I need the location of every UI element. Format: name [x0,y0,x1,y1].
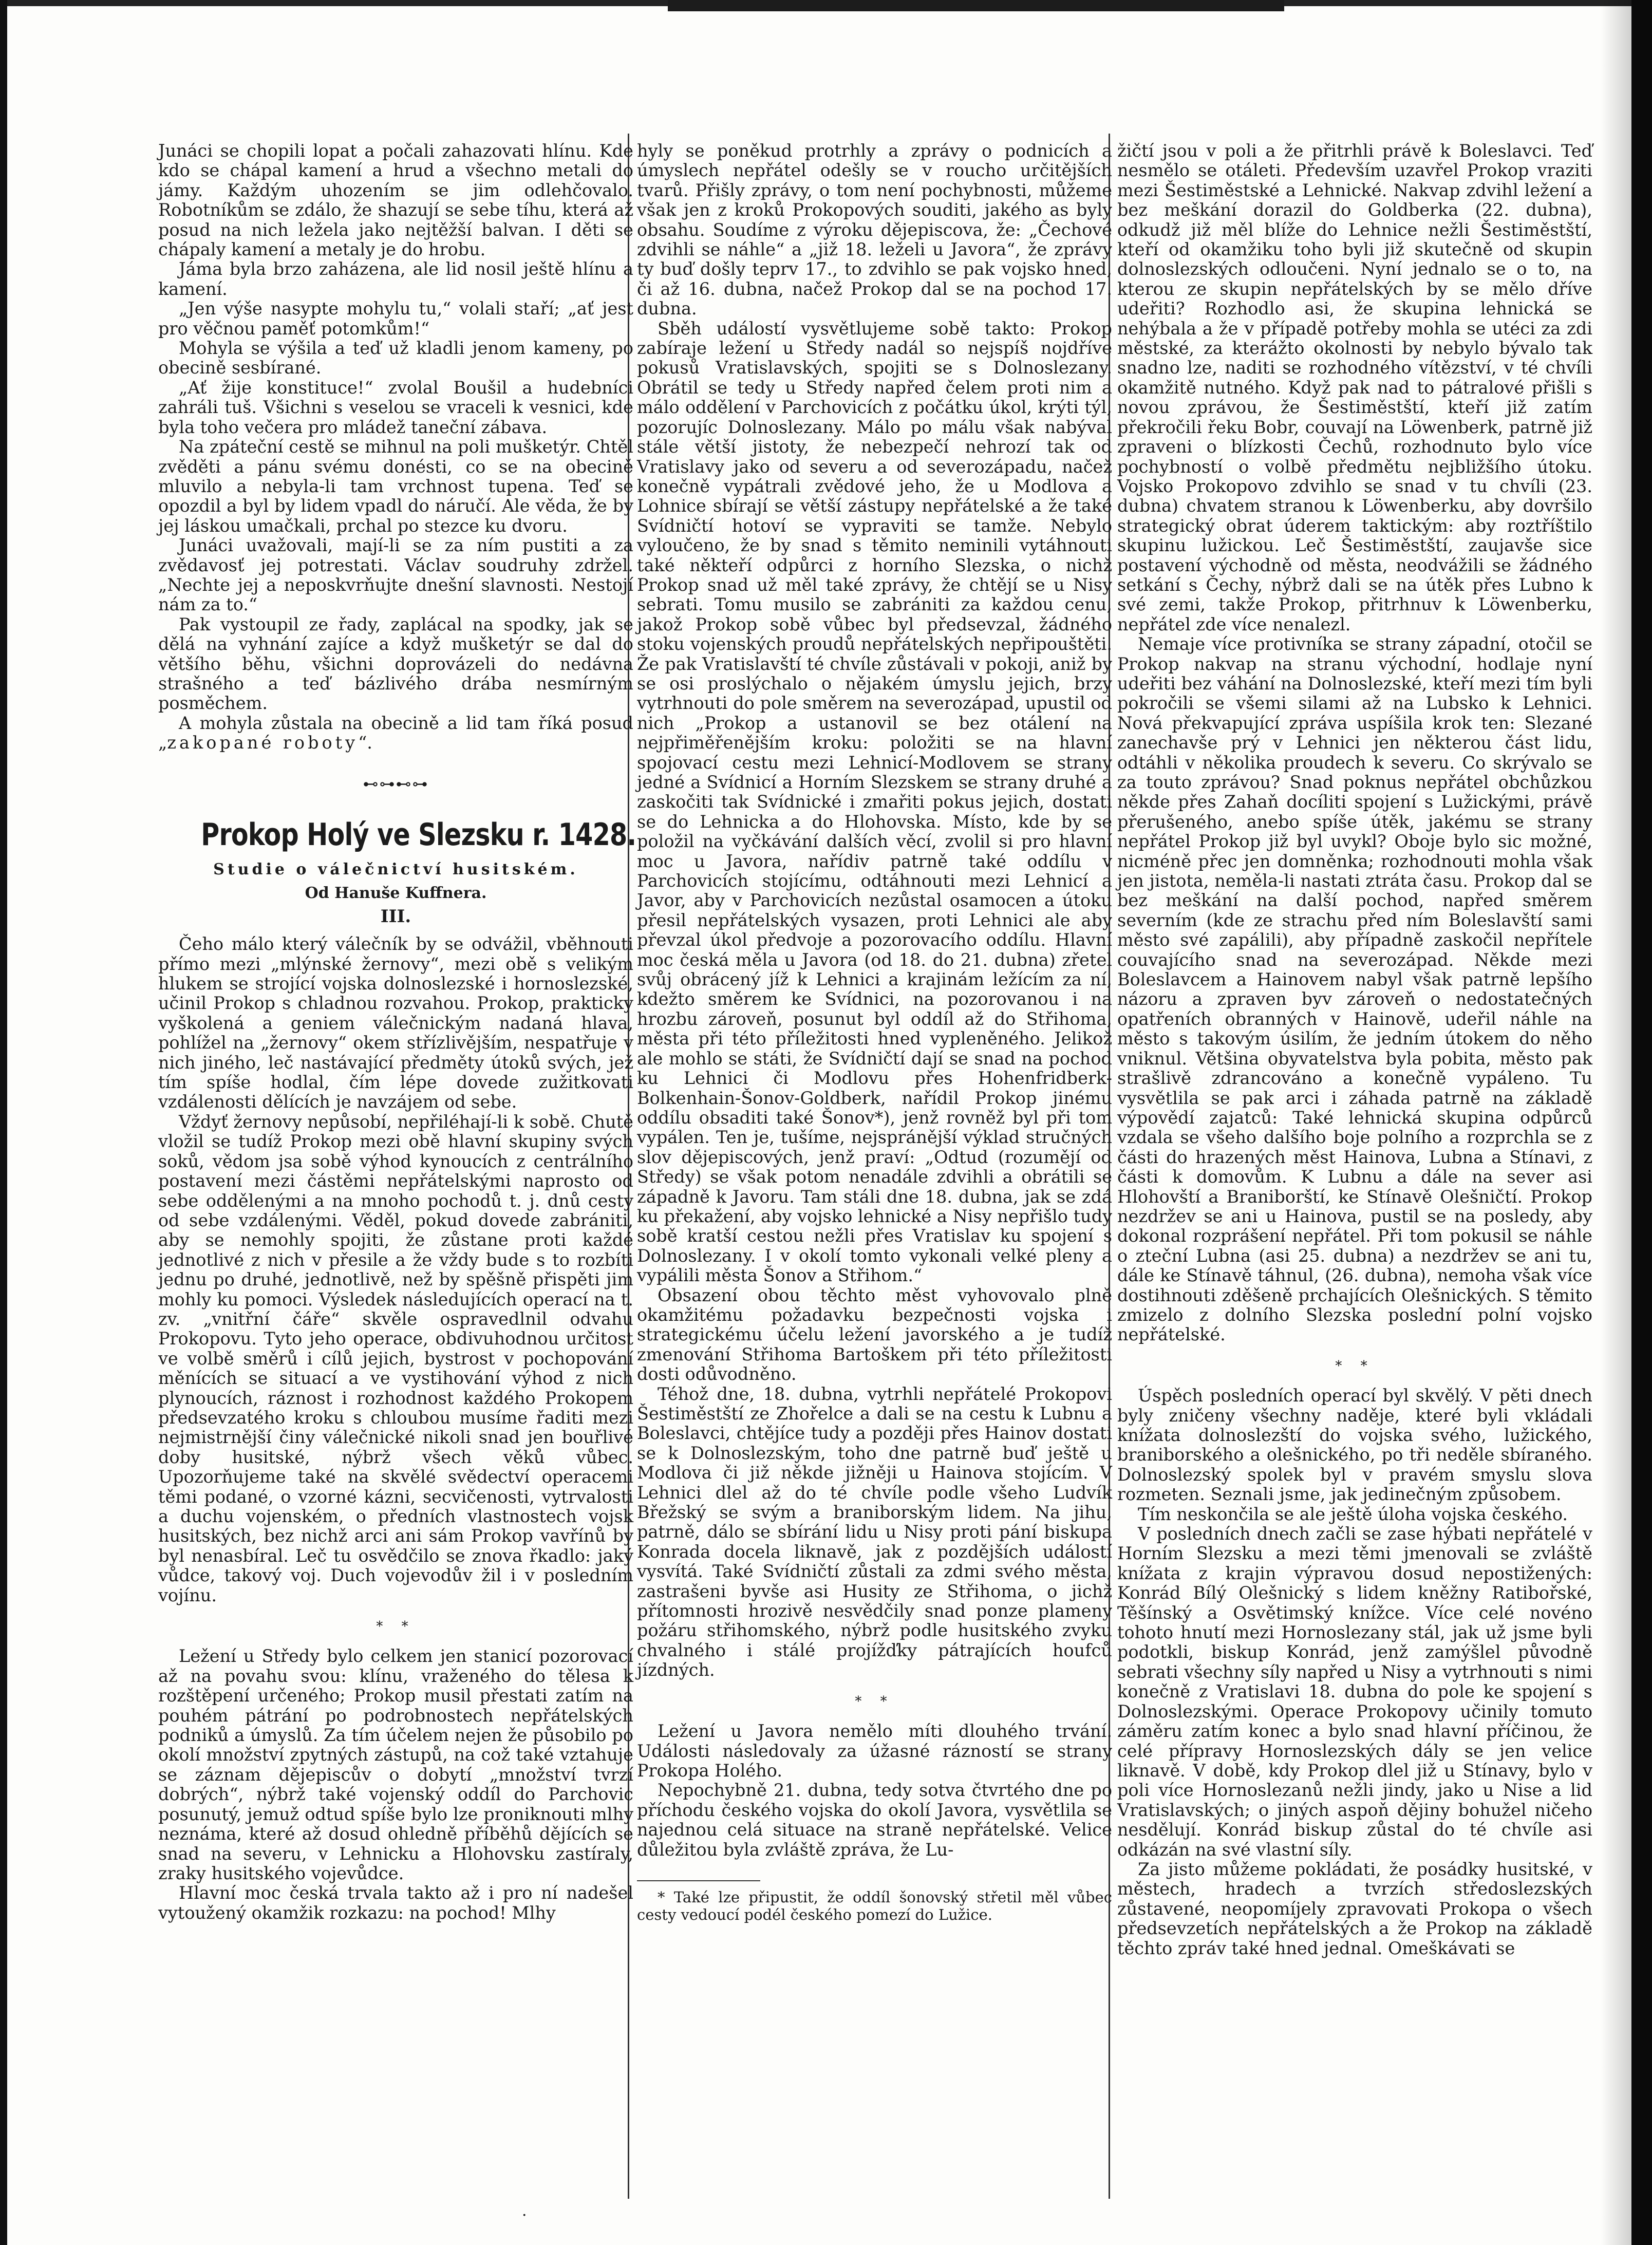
scan-top-bar [668,0,1284,11]
paragraph: Nepochybně 21. dubna, tedy sotva čtvrtého dne po příchodu českého vojska do okolí Javora, vysvětlila se najednou celá situace na straně nepřátelské. Velice důležitou byla zvláště zpráva, že Lu- [637,1780,1112,1860]
paragraph: hyly se poněkud protrhly a zprávy o podnicích a úmyslech nepřátel odešly se v roucho určitějších tvarů. Přišly zprávy, o tom není pochybnosti, můžeme však jen z kroků Prokopových souditi, jakého as byly obsahu. Soudíme z výroku dějepiscova, že: „Čechové zdvihli se náhle“ a „již 18. leželi u Javora“, že zprávy ty buď došly teprv 17., to zdvihlo se pak vojsko hned, či až 16. dubna, načež Prokop dal se na pochod 17. dubna. [637,141,1112,319]
paragraph: Téhož dne, 18. dubna, vytrhli nepřátelé Prokopovi Šestiměstští ze Zhořelce a dali se na cestu k Lubnu a Boleslavci, chtějíce tudy a později přes Hainov dostati se k Dolnoslezským, toho dne patrně buď ještě u Modlova či již někde jižněji u Hainova stojícím. V Lehnici dlel až do té chvíle podle všeho Ludvík Břežský se svým a braniborským lidem. Na jihu, patrně, dálo se sbírání lidu u Nisy proti pání biskupa Konrada docela liknavě, jak z pozdějších událostí vysvítá. Také Svídničtí zůstali za zdmi svého města, zastrašeni byvše asi Husity ze Střihoma, o jichž přítomnosti hrozivě nesvědčily snad ponze plameny požáru střihomského, nýbrž podle husitského zvyku chvalného i stálé projížďky pátrajících houfců jízdných. [637,1383,1112,1680]
paragraph: „Ať žije konstituce!“ zvolal Boušil a hudebníci zahráli tuš. Všichni s veselou se vraceli k vesnici, kde byla toho večera pro mládež taneční zábava. [158,377,633,437]
paragraph: Vždyť žernovy nepůsobí, nepřiléhají-li k sobě. Chutě vložil se tudíž Prokop mezi obě hlavní skupiny svých soků, vědom jsa sobě výhod kynoucích z centrálního postavení mezi částěmi nepřátelskými naprosto od sebe oddělenými a na mnoho pochodů t. j. dnů cesty od sebe vzdálenými. Věděl, pokud dovede zabrániti, aby se nemohly spojiti, že zůstane proti každé jednotlivé z nich v přesile a že vždy bude s to rozbíti jednu po druhé, jednotlivě, než by spěšně přispěti jim mohly ku pomoci. Výsledek následujících operací na t. zv. „vnitřní čáře“ skvěle ospravedlnil odvahu Prokopovu. Tyto jeho operace, obdivuhodnou určitost ve volbě směrů i cílů jejich, bystrost v pochopování měnících se situací a ve vystihování výhod z nich plynoucích, ráznost i rozhodnost každého Prokopem předsevzatého kroku s chloubou musíme řaditi mezi nejmistrnější činy válečnické nikoli snad jen bouřlivé doby husitské, nýbrž všech věků vůbec. Upozorňujeme také na skvělé svědectví operacemi těmi podané, o vzorné kázni, secvičenosti, vytrvalosti a duchu vojenském, o předních vlastnostech vojsk husitských, bez nichž arci ani sám Prokop vavřínů by byl nenasbíral. Leč tu osvědčilo se znova řkadlo: jaký vůdce, takový voj. Duch vojevodův žil i v posledním vojínu. [158,1111,633,1605]
paragraph [158,714,633,753]
article-part-number: III. [380,906,411,927]
scan-right-edge [1631,0,1652,2245]
paragraph: Sběh událostí vysvětlujeme sobě takto: Prokop zabíraje ležení u Středy nadál so nejspíš nojdříve pokusů Vratislavských, spojiti se s Dolnoslezany. Obrátil se tedy u Středy napřed čelem proti nim a málo oddělení v Parchovicích z počátku úkol, krýti týl, pozorujíc Dolnoslezany. Málo po málu však nabýval stále větší jistoty, že nebezpečí nehrozí tak od Vratislavy jako od severu a od severozápadu, načež konečně vypátrali zvědové jeho, že u Modlova a Lohnice sbírají se větší zástupy nepřátelské a že také Svídničtí hotoví se vypraviti se tamže. Nebylo vyloučeno, že by snad s těmito neminili vytáhnouti také někteří odpůrci z horního Slezska, o nichž Prokop snad už měl také zprávy, že chtějí se u Nisy sebrati. Tomu musilo se zabrániti za každou cenu, jakož Prokop sobě vůbec byl předsevzal, žádného stoku vojenských proudů nepřátelských nepřipouštěti. Že pak Vratislavští té chvíle zůstávali v pokoji, aniž by se osi proslýchalo o nějakém úmyslu jejich, brzy vytrhnouti do pole směrem na severozápad, upustil od nich „Prokop a ustanovil se bez otálení na nejpřiměřenějším kroku: položiti se na hlavní spojovací cestu mezi Lehnicí-Modlovem se strany jedné a Svídnicí a Horním Slezskem se strany druhé a zaskočiti tak Svídnické i zmařiti pokus jejich, dostati se do Lehnicka a do Hlohovska. Místo, kde by se položil na vyčkávání dalších věcí, zvolil si pro hlavní moc u Javora, nařídiv patrně také oddílu v Parchovicích stojícímu, odtáhnouti mezi Lehnicí a Javor, aby v Parchovicích nezůstal osamocen a útoku přesil nepřátelských vysazen, proti Lehnici ale aby převzal úkol předvoje a pozorovacího oddílu. Hlavní moc česká měla u Javora (od 18. do 21. dubna) zřetel svůj obrácený jíž k Lehnici a krajinám ležícím za ní, kdežto směrem ke Svídnici, na pozorovanou i na hrozbu zároveň, posunut byl oddíl až do Střihoma, města při této příležitosti hned vypleněného. Jelikož ale mohlo se státi, že Svídničtí dají se snad na pochod ku Lehnici či Modlovu přes Hohenfridberk-Bolkenhain-Šonov-Goldberk, nařídil Prokop jinému oddílu obsaditi také Šonov*), jenž rovněž byl při tom vypálen. Ten je, tušíme, nejspránější výklad stručných slov dějepiscových, jenž praví: „Odtud (rozumějí od Středy) se však potom nenadále zdvihli a obrátili se západně k Javoru. Tam stáli dne 18. dubna, jak se zdá ku překažení, aby vojsko lehnické a Nisy nepřišlo tudy sobě kratší cestou nežli přes Vratislav ku spojení s Dolnoslezany. I v okolí tomto vykonali velké pleny a vypálili města Šonov a Střihom.“ [637,318,1112,1286]
scan-right-shadow [1601,0,1631,2245]
stray-mark: · [522,2206,527,2224]
article-subtitle: Studie o válečnictví husitském. [213,860,578,878]
paragraph: Na zpáteční cestě se mihnul na poli mušketýr. Chtěl zvěděti a pánu svému donésti, co se na obecině mluvilo a nebyla-li tam vrchnost tupena. Teď se opozdil a byl by lidem vpadl do náručí. Ale věda, že by jej láskou umačkali, prchal po stezce ku dvoru. [158,437,633,536]
paragraph: Ležení u Středy bylo celkem jen stanicí pozorovací až na povahu svou: klínu, vraženého do tělesa k rozštěpení určeného; Prokop musil přestati zatím na pouhém pátrání po podrobnostech nepřátelských podniků a úmyslů. Za tím účelem nejen že působilo po okolí množství zpytných zástupů, na což také vztahuje se záznam dějepiscův o dobytí „množství tvrzí dobrých“, nýbrž také vojenský oddíl do Parchovic posunutý, jemuž odtud spíše bylo lze proniknouti mlhy neznáma, které až dosud ohledně příběhů dějících se snad na severu, v Lehnicku a Hlohovsku zastíraly, zraky husitského vojevůdce. [158,1646,633,1883]
footnote: * Také lze připustit, že oddíl šonovský střetil měl vůbec cesty vedoucí podél českého pomezí do Lužice. [637,1888,1112,1923]
section-stars: * * [855,1693,894,1709]
paragraph: V posledních dnech začli se zase hýbati nepřátelé v Horním Slezsku a mezi těmi jmenovali se zvláště knížata z krajin výpravou dosud nepostižených: Konrád Bílý Olešnický s lidem kněžny Ratibořské, Těšínský a Osvětimský knížce. Více celé novéno tohoto hnutí mezi Hornoslezany stál, jak už jsme byli podotkli, biskup Konrád, jenž zamýšlel původně sebrati všechny síly napřed u Nisy a vytrhnouti s nimi konečně z Vratislavi 18. dubna do pole ke spojení s Dolnoslezskými. Operace Prokopovy učinily tomuto záměru zatím konec a bylo snad hlavní příčinou, že celé přípravy Hornoslezských dály se jen velice liknavě. V době, kdy Prokop dlel již u Stínavy, bylo v poli více Hornoslezanů nežli jindy, jako u Nise a lid Vratislavských; o jiných aspoň dějiny bohužel ničeho nesdělují. Konrád biskup zůstal do té chvíle asi odkázán na své vlastní síly. [1117,1524,1592,1860]
column-1 [158,141,636,1923]
article-author: Od Hanuše Kuffnera. [305,884,487,903]
paragraph: Junáci uvažovali, mají-li se za ním pustiti a za zvědavosť jej potrestati. Václav soudruhy zdržel. „Nechte jej a neposkvrňujte dnešní slavnosti. Nestojí nám za to.“ [158,535,633,615]
footnote-rule [637,1880,760,1881]
section-stars: * * [376,1619,416,1635]
paragraph: Tím neskončila se ale ještě úloha vojska českého. [1138,1504,1568,1524]
ornament-divider: ⊷⊶⊷⊶ [363,775,429,793]
article-headline: Prokop Holý ve Slezsku r. 1428. [201,817,636,853]
column-3 [1117,141,1592,1958]
scan-left-edge [0,0,7,2245]
paragraph: Úspěch posledních operací byl skvělý. V pěti dnech byly zničeny všechny naděje, které byli vkládali knížata dolnoslezští do vojska svého, lužického, braniborského a olešnického, po tři neděle sbíraného. Dolnoslezský spolek byl v pravém smyslu slova rozmeten. Seznali jsme, jak jedinečným způsobem. [1117,1386,1592,1505]
paragraph: Za jisto můžeme pokládati, že posádky husitské, v městech, hradech a tvrzích středoslezských zůstavené, neopomíjely zpravovati Prokopa o všech předsevzetích nepřátelských a že Prokop na základě těchto zpráv také hned jednal. Omeškávati se [1117,1859,1592,1958]
paragraph: Jáma byla brzo zaházena, ale lid nosil ještě hlínu a kamení. [158,259,633,299]
paragraph: Mohyla se výšila a teď už kladli jenom kameny, po obecině sesbírané. [158,338,633,378]
column-2 [637,141,1112,1923]
text-run: “. [358,733,372,753]
paragraph: Nemaje více protivníka se strany západní, otočil se Prokop nakvap na stranu východní, hodlaje nyní udeřiti bez váhání na Dolnoslezské, kteří mezi tím byli pokročili se všemi silami až na Lubsko k Lehnici. Nová překvapující zpráva uspíšila krok ten: Slezané zanechavše prý v Lehnici jen některou část lidu, odtáhli v několika proudech k severu. Co skrývalo se za touto zprávou? Snad poknus nepřátel obchůzkou někde přes Zahaň docíliti spojení s Lužickými, právě přerušeného, anebo spíše útěk, jakému se strany nepřátel Prokop již byl uvykl? Oboje bylo sic možné, nicméně přec jen domněnka; rozhodnouti mohla však jen jistota, neměla-li nastati ztráta času. Prokop dal se bez meškání na další pochod, napřed směrem severním (kde ze strachu před ním Boleslavští sami město své zapálili), aby případně zaskočil nepřítele couvajícího snad na severozápad. Někde mezi Boleslavcem a Hainovem nabyl však patrně lepšího názoru a zpraven byv zároveň o nedostatečných opatřeních obranných v Hainově, udeřil náhle na město s takovým úsilím, že jedním útokem do něho vniknul. Většina obyvatelstva byla pobita, město pak strašlivě zdrancováno a konečně vypáleno. Tu vysvětlila se pak arci i záhada patrně na základě výpovědí zajatců: Také lehnická skupina odpůrců vzdala se všeho dalšího boje polního a rozprchla se z části do hrazených měst Hainova, Lubna a Stínavi, z části k domovům. K Lubnu a dále na sever asi Hlohovští a Braniborští, ke Stínavě Olešničtí. Prokop nezdržev se ani u Hainova, pustil se na posledy, aby dokonal rozprášení nepřátel. Při tom pokusil se náhle o zteční Lubna (asi 25. dubna) a nezdržev se ani tu, dále ke Stínavě táhnul, (26. dubna), nemoha však více dostihnouti zděšeně prchajících Olešnických. S těmito zmizelo z dolního Slezska poslední polní vojsko nepřátelské. [1117,634,1592,1345]
paragraph: Ležení u Javora nemělo míti dlouhého trvání. Události následovaly za úžasné rázností se strany Prokopa Holého. [637,1721,1112,1781]
paragraph: Čeho málo který válečník by se odvážil, vběhnouti přímo mezi „mlýnské žernovy“, mezi obě s velikým hlukem se strojící vojska dolnoslezské i hornoslezské, učinil Prokop s chladnou rozvahou. Prokop, prakticky vyškolená a geniem válečnickým nadaná hlava, pohlížel na „žernovy“ okem střízlivějším, nespatřuje v nich jiného, leč nastávající předměty útoků svých, jež tím spíše hodlal, čím lépe dovede zužitkovati vzdálenosti dělících je navzájem od sebe. [158,934,633,1112]
paragraph: „Jen výše nasypte mohylu tu,“ volali staří; „ať jest pro věčnou paměť potomkům!“ [158,298,633,339]
paragraph: žičtí jsou v poli a že přitrhli právě k Boleslavci. Teď nesmělo se otáleti. Především uzavřel Prokop vraziti mezi Šestiměstské a Lehnické. Nakvap zdvihl ležení a bez meškání dorazil do Goldberka (22. dubna), odkudž již měl blíže do Lehnice nežli Šestiměstští, kteří od okamžiku toho byli již skutečně od skupin dolnoslezských odloučeni. Nyní jednalo se o to, na kterou ze skupin nepřátelských by se mělo dříve udeřiti? Rozhodlo asi, že skupina lehnická se nehýbala a že v případě potřeby mohla se utéci za zdi městské, za kterážto okolnosti by nebylo bývalo tak snadno lze, naditi se rozhodného vítězství, v té chvíli okamžitě nutného. Když pak nad to pátralové přišli s novou zprávou, že Šestiměstští, kteří již zatím překročili řeku Bobr, couvají na Löwenberk, patrně již zpraveni o blízkosti Čechů, rozhodnuto bylo více pochybností o volbě předmětu nejbližšího útoku. Vojsko Prokopovo zdvihlo se snad v tu chvíli (23. dubna) chvatem stranou k Löwenberku, aby dovršilo strategický obrat úderem taktickým: aby roztříštilo skupinu lužickou. Leč Šestiměstští, zaujavše sice postavení východně od města, neodvážili se žádného setkání s Čechy, nýbrž dali se na útěk přes Lubno k své zemi, takže Prokop, přitrhnuv k Löwenberku, nepřátel zde více nenalezl. [1117,141,1592,634]
paragraph: Obsazení obou těchto měst vyhovovalo plně okamžitému požadavku bezpečnosti vojska i strategickému účelu ležení javorského a je tudíž zmenování Střihoma Bartoškem při této příležitosti dosti odůvodněno. [637,1285,1112,1385]
section-stars: * * [1335,1358,1375,1374]
text-run: A mohyla zůstala na obecině a lid tam říká posud „ [158,713,633,753]
paragraph: Pak vystoupil ze řady, zaplácal na spodky, jak se dělá na vyhnání zajíce a když mušketýr se dal do většího běhu, všichni doprovázeli do nedávna strašného a teď bázlivého drába nesmírným posměchem. [158,614,633,714]
paragraph: Junáci se chopili lopat a počali zahazovati hlínu. Kde kdo se chápal kamení a hrud a všechno metali do jámy. Každým uhozením se jim odlehčovalo. Robotníkům se zdálo, že shazují se sebe tíhu, která až posud na nich ležela jako nejtěžší balvan. I děti se chápaly kamení a metaly je do hrobu. [158,141,633,260]
spaced-text: zakopané roboty [167,733,359,753]
paragraph: Hlavní moc česká trvala takto až i pro ní nadešel vytoužený okamžik rozkazu: na pochod! Mlhy [158,1883,633,1923]
